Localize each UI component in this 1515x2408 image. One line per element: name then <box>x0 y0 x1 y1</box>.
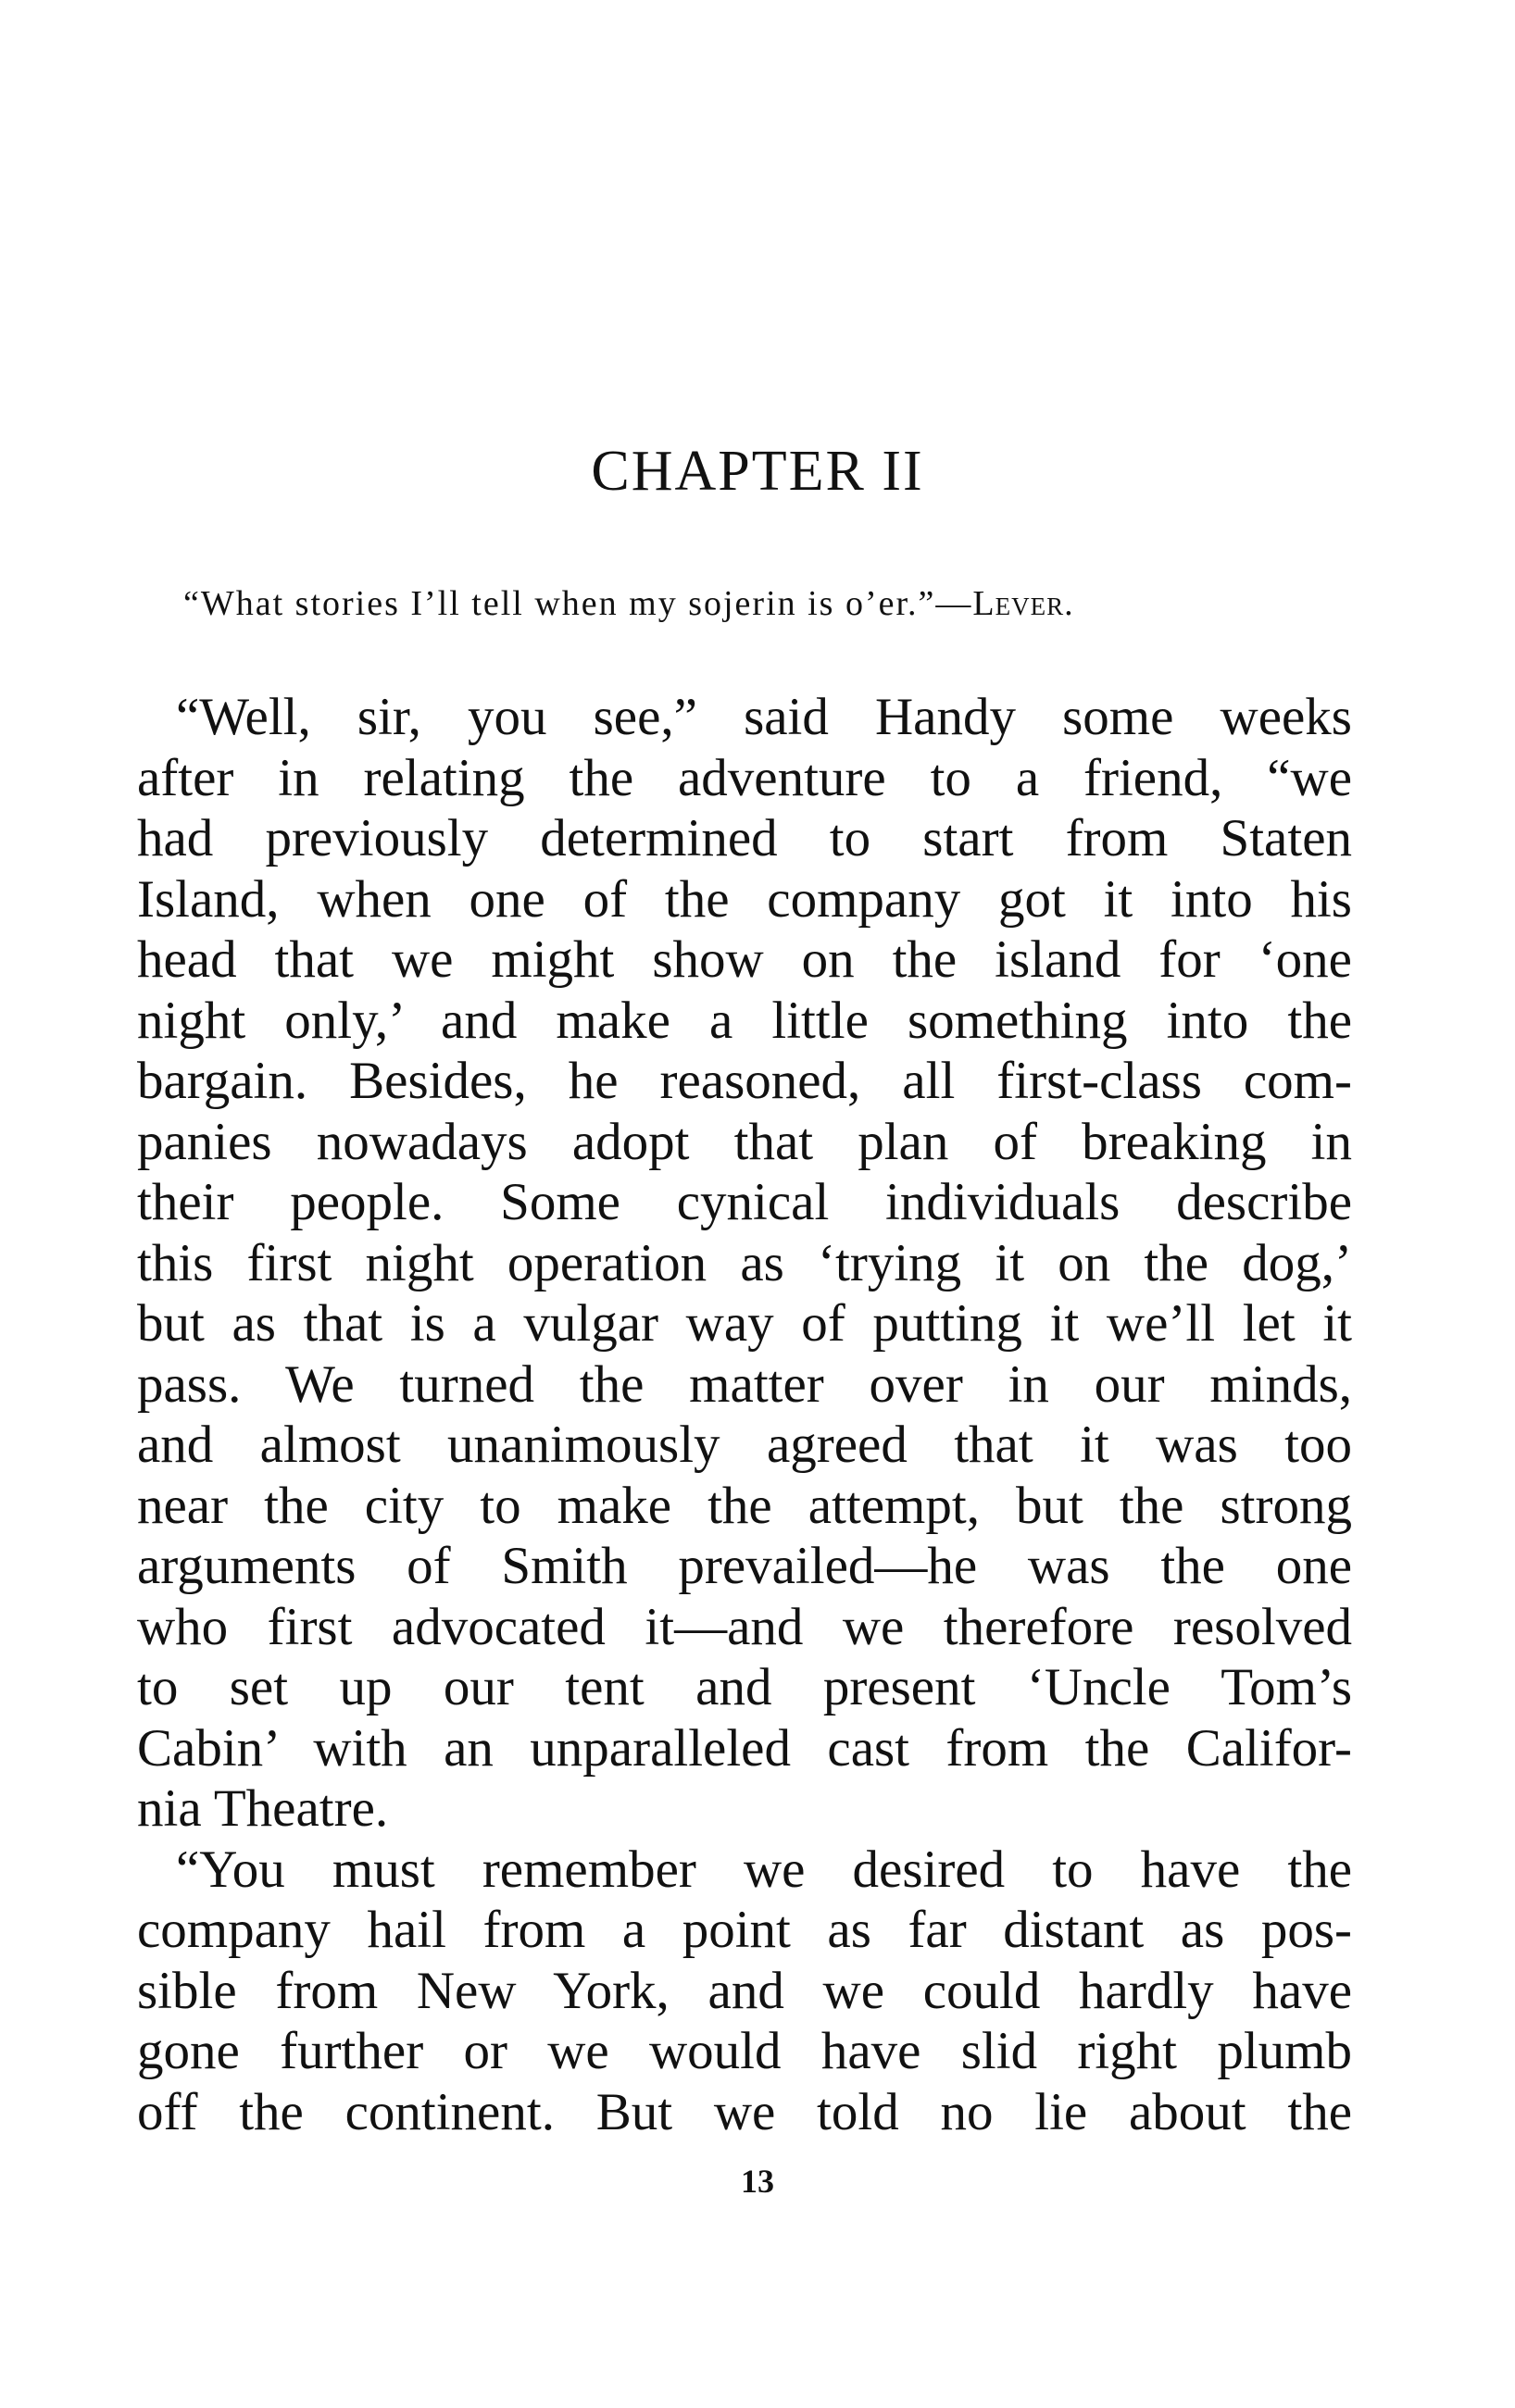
text-line: night only,’ and make a little something into the <box>137 991 1352 1050</box>
text-line: nia Theatre. <box>137 1779 389 1838</box>
text-line: off the continent. But we told no lie about the <box>137 2082 1352 2141</box>
text-line: gone further or we would have slid right plumb <box>137 2022 1352 2080</box>
text-line: and almost unanimously agreed that it was too <box>137 1416 1352 1474</box>
text-line: sible from New York, and we could hardly have <box>137 1961 1352 2020</box>
text-line: Cabin’ with an unparalleled cast from the Califor- <box>137 1718 1352 1778</box>
paragraph-1 <box>137 687 1352 1840</box>
text-line: bargain. Besides, he reasoned, all first-class com- <box>137 1052 1352 1110</box>
chapter-epigraph <box>183 583 1074 624</box>
text-line: to set up our tent and present ‘Uncle Tom’s <box>137 1658 1352 1716</box>
paragraph-2 <box>137 1840 1352 2143</box>
text-line: panies nowadays adopt that plan of breaking in <box>137 1112 1352 1171</box>
text-line: near the city to make the attempt, but the strong <box>137 1476 1352 1535</box>
text-line: this first night operation as ‘trying it on the dog,’ <box>137 1233 1352 1292</box>
text-line: head that we might show on the island for ‘one <box>137 930 1352 989</box>
body-text <box>137 687 1352 2142</box>
text-line: but as that is a vulgar way of putting it we’ll let it <box>137 1294 1352 1353</box>
text-line: “Well, sir, you see,” said Handy some weeks <box>176 688 1352 746</box>
text-line: company hail from a point as far distant as pos- <box>137 1901 1352 1959</box>
text-line: who first advocated it—and we therefore resolved <box>137 1597 1352 1656</box>
text-line: “You must remember we desired to have the <box>176 1840 1352 1899</box>
epigraph-quote: “What stories I’ll tell when my sojerin is o’er.”— <box>183 584 973 623</box>
chapter-title: CHAPTER II <box>591 440 924 503</box>
text-line: had previously determined to start from Staten <box>137 809 1352 867</box>
text-line: after in relating the adventure to a friend, “we <box>137 748 1352 807</box>
text-line: pass. We turned the matter over in our minds, <box>137 1354 1352 1414</box>
text-line: their people. Some cynical individuals describe <box>137 1173 1352 1231</box>
text-line: Island, when one of the company got it into his <box>137 869 1352 929</box>
text-line: arguments of Smith prevailed—he was the one <box>137 1537 1352 1595</box>
epigraph-author: Lever. <box>972 584 1074 623</box>
page-number: 13 <box>741 2163 774 2200</box>
